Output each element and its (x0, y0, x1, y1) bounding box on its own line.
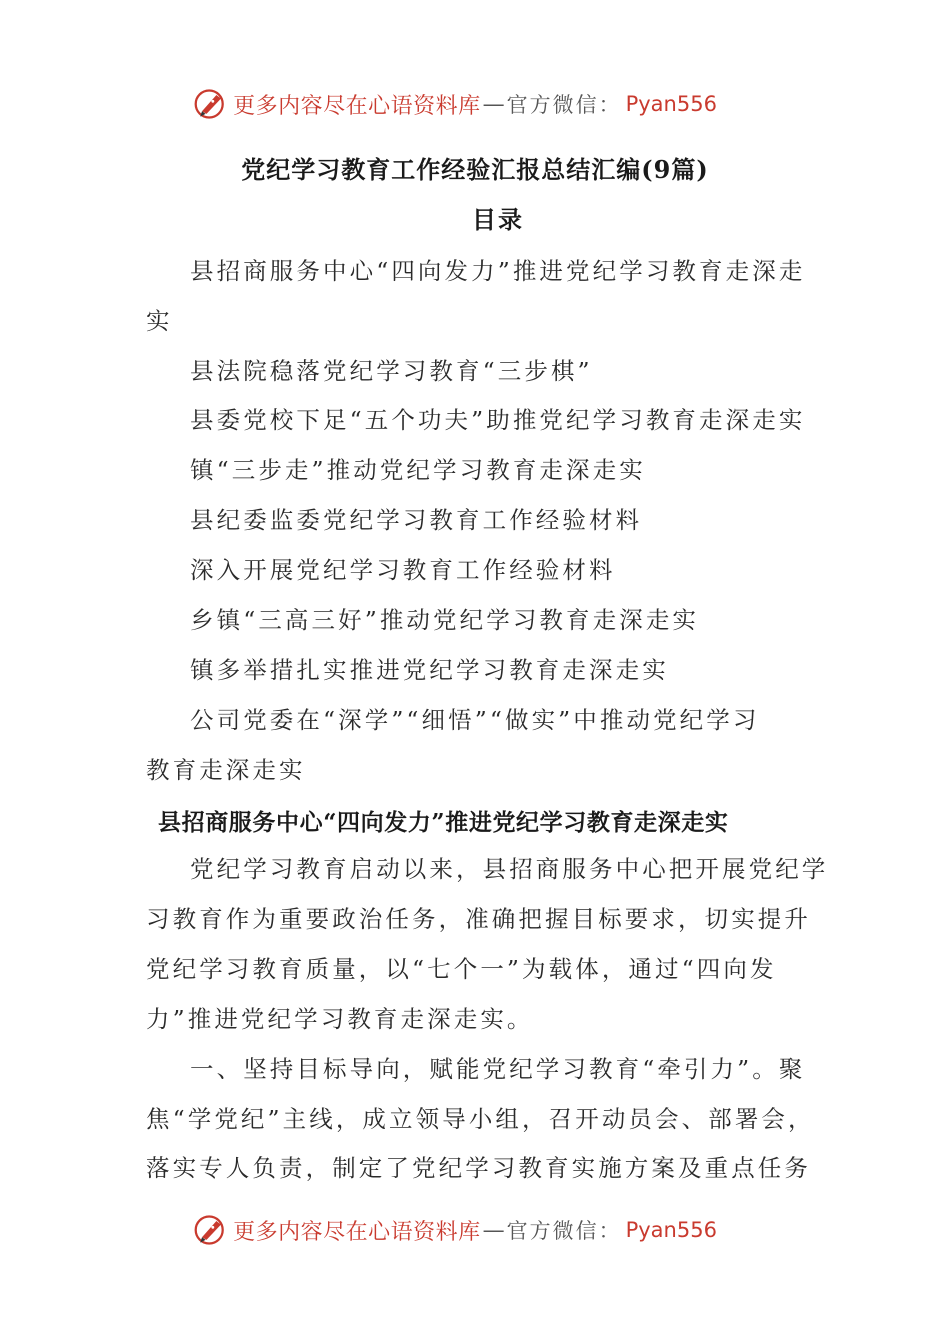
toc-item: 镇多举措扎实推进党纪学习教育走深走实 (190, 656, 669, 684)
body-line: 党纪学习教育质量，以“七个一”为载体，通过“四向发 (146, 955, 777, 983)
body-line: 习教育作为重要政治任务，准确把握目标要求，切实提升 (146, 905, 811, 933)
watermark-banner-bottom (0, 1208, 950, 1252)
watermark-banner-top (0, 82, 950, 126)
toc-item: 深入开展党纪学习教育工作经验材料 (190, 556, 616, 584)
body-line: 焦“学党纪”主线，成立领导小组，召开动员会、部署会， (146, 1105, 815, 1133)
toc-item-continuation: 教育走深走实 (146, 756, 306, 784)
watermark-separator: — (482, 1217, 505, 1243)
toc-item: 乡镇“三高三好”推动党纪学习教育走深走实 (190, 606, 700, 634)
body-line: 党纪学习教育启动以来，县招商服务中心把开展党纪学 (190, 855, 829, 883)
toc-item: 镇“三步走”推动党纪学习教育走深走实 (190, 456, 646, 484)
pen-nib-logo-icon (193, 1212, 229, 1248)
body-line: 一、坚持目标导向，赋能党纪学习教育“牵引力”。聚 (190, 1055, 806, 1083)
watermark-wechat-label: 官方微信： (506, 93, 622, 117)
watermark-wechat-id: Pyan556 (625, 1218, 717, 1242)
body-line: 力”推进党纪学习教育走深走实。 (146, 1005, 534, 1033)
document-title: 党纪学习教育工作经验汇报总结汇编(9篇) (241, 155, 709, 184)
watermark-wechat-id: Pyan556 (625, 92, 717, 116)
pen-nib-logo-icon (193, 86, 229, 122)
toc-item: 县纪委监委党纪学习教育工作经验材料 (190, 506, 643, 534)
toc-item: 县招商服务中心“四向发力”推进党纪学习教育走深走 (190, 257, 806, 285)
toc-title: 目录 (472, 205, 524, 234)
section-heading: 县招商服务中心“四向发力”推进党纪学习教育走深走实 (158, 809, 729, 836)
watermark-text: 更多内容尽在心语资料库 (233, 93, 481, 119)
watermark-wechat-label: 官方微信： (506, 1219, 622, 1243)
watermark-text: 更多内容尽在心语资料库 (233, 1219, 481, 1245)
watermark-separator: — (482, 91, 505, 117)
body-line: 落实专人负责，制定了党纪学习教育实施方案及重点任务 (146, 1154, 811, 1182)
toc-item: 县法院稳落党纪学习教育“三步棋” (190, 357, 593, 385)
toc-item: 公司党委在“深学”“细悟”“做实”中推动党纪学习 (190, 706, 760, 734)
toc-item-continuation: 实 (146, 307, 173, 335)
toc-item: 县委党校下足“五个功夫”助推党纪学习教育走深走实 (190, 406, 806, 434)
